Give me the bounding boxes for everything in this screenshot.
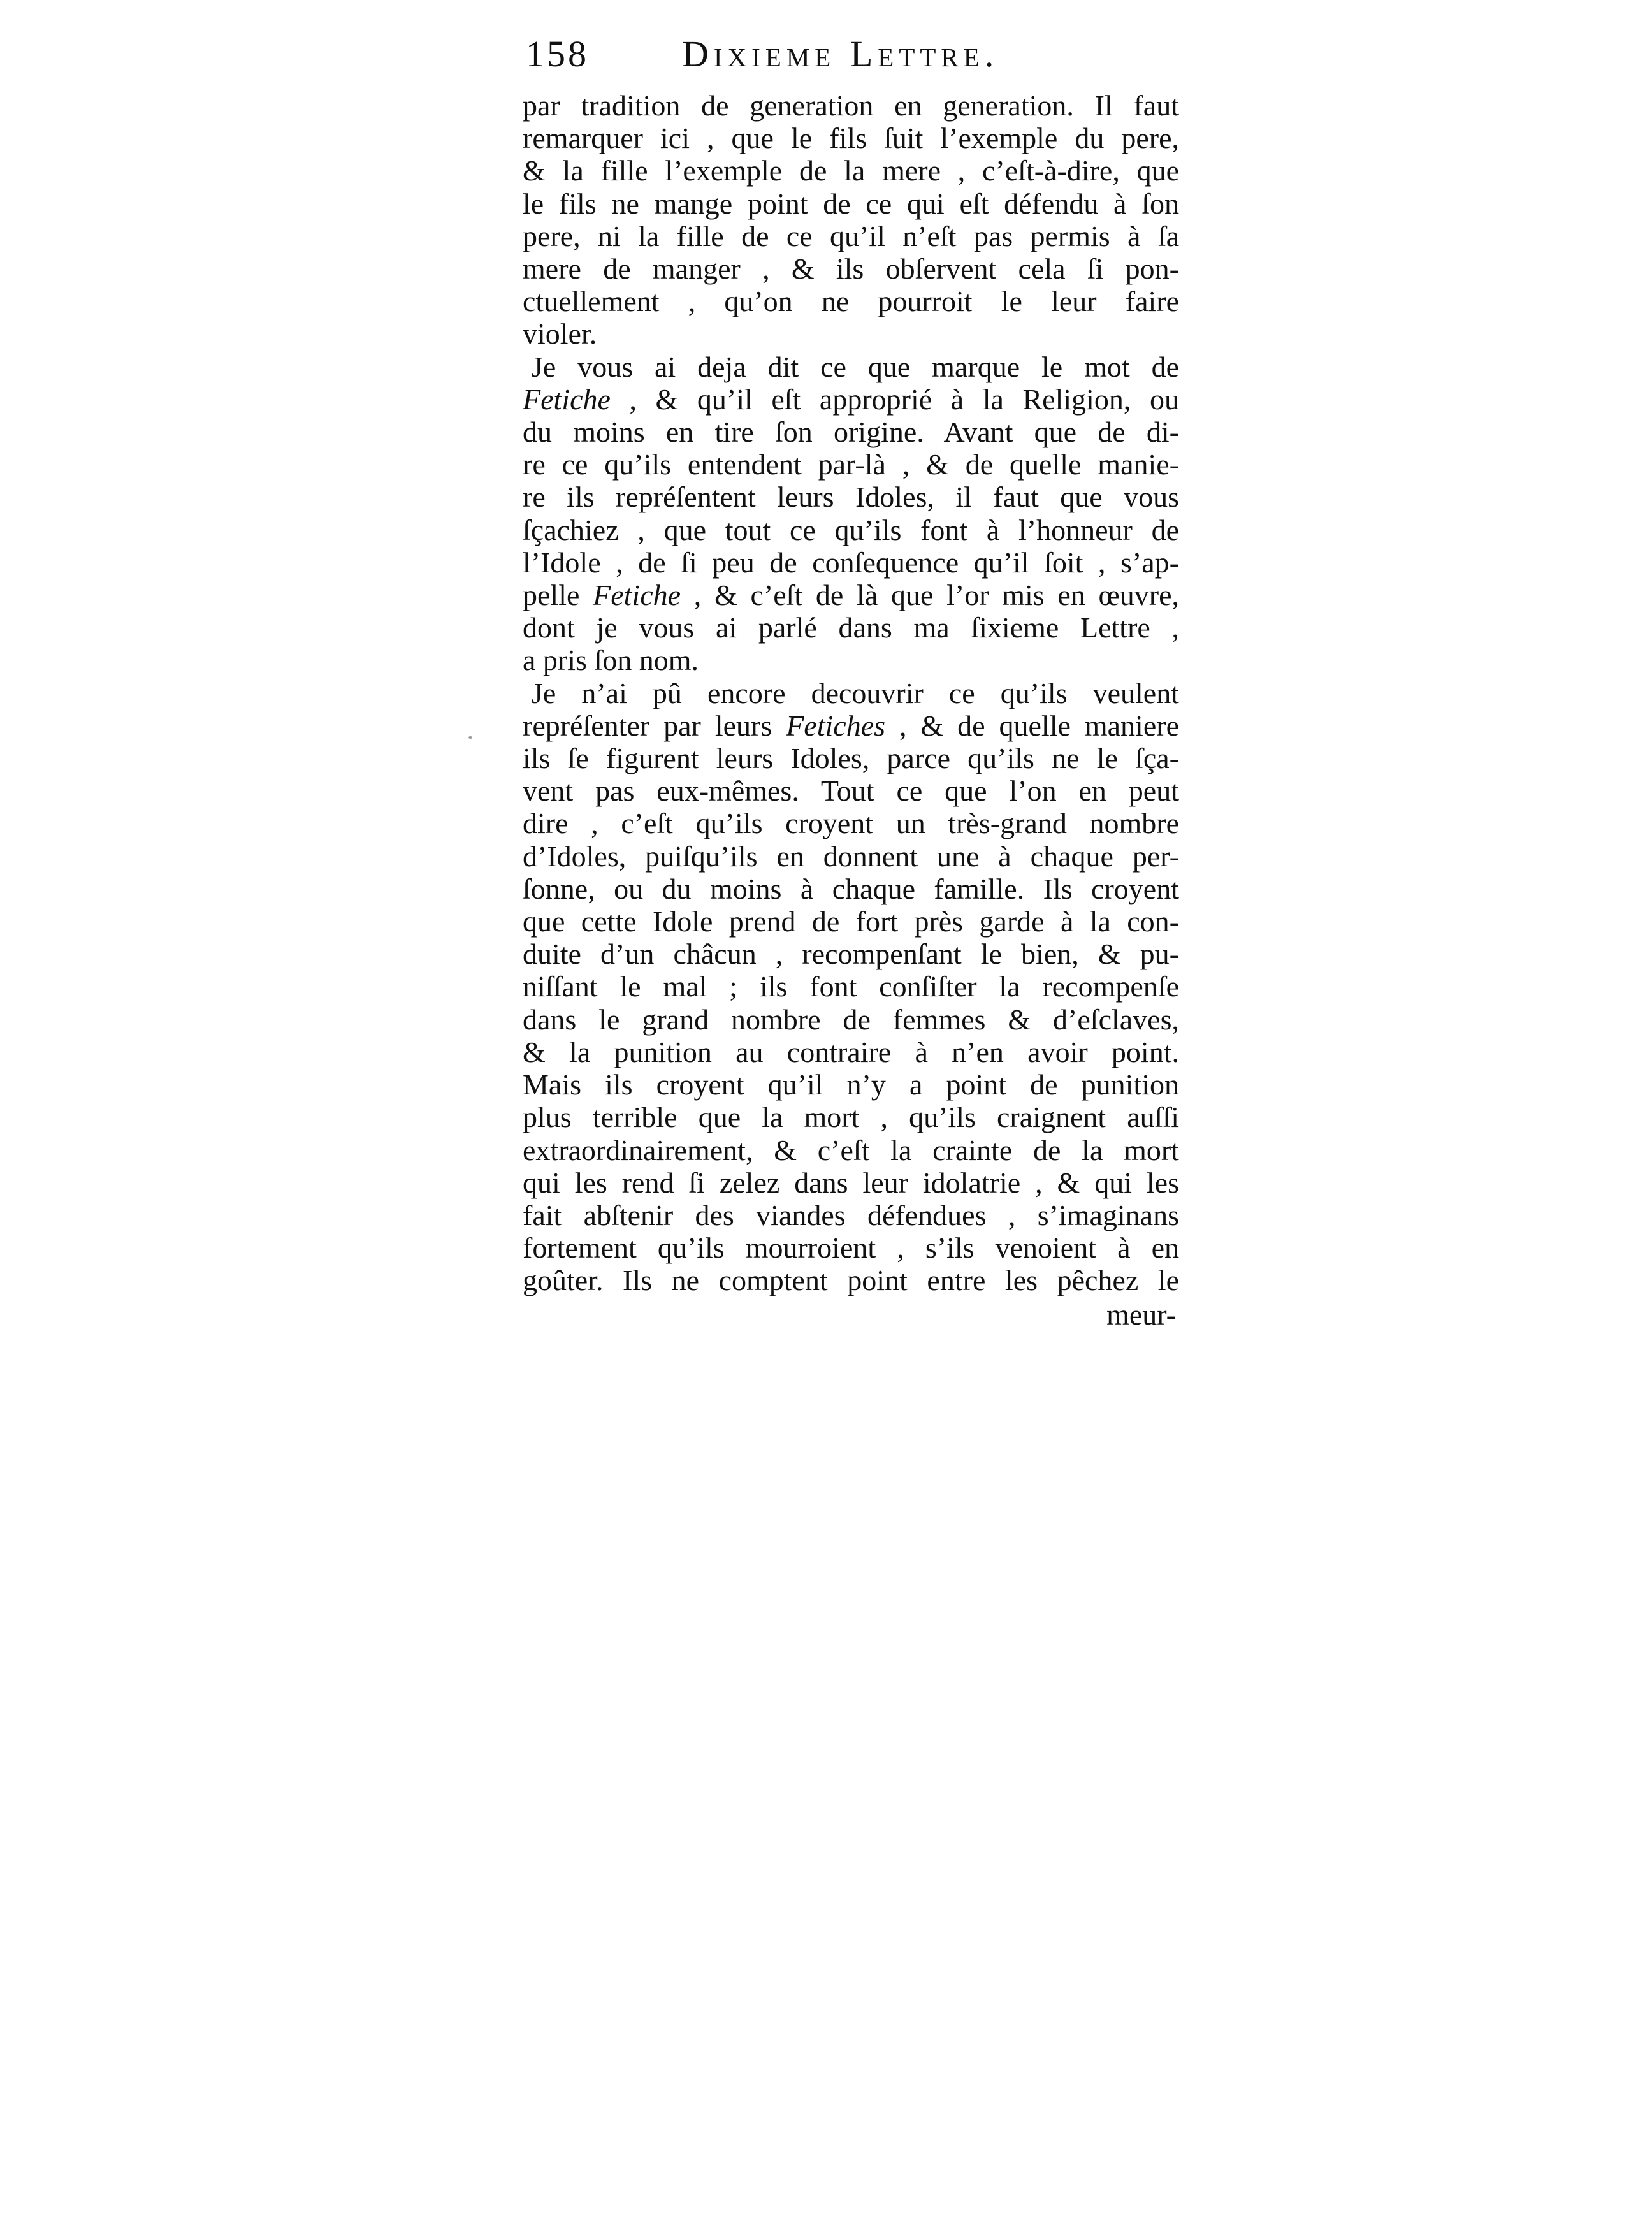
stray-ink-mark <box>468 736 472 739</box>
running-title: Dixieme Lettre. <box>682 33 999 75</box>
text-line: & la punition au contraire à n’en avoir point. <box>523 1035 1179 1068</box>
text-line: goûter. Ils ne comptent point entre les pêchez le <box>523 1264 1179 1297</box>
text-line: pere, ni la fille de ce qu’il n’eſt pas permis à ſa <box>523 219 1179 252</box>
text-line: du moins en tire ſon origine. Avant que de di- <box>523 416 1179 449</box>
text-line: Fetiche , & qu’il eſt approprié à la Religion, ou <box>523 382 1179 416</box>
body-text <box>523 89 1179 1332</box>
text-line: qui les rend ſi zelez dans leur idolatrie , & qui les <box>523 1166 1179 1199</box>
text-line: dire , c’eſt qu’ils croyent un très-grand nombre <box>523 807 1179 840</box>
text-line: ctuellement , qu’on ne pourroit le leur faire <box>523 285 1179 318</box>
text-line: le fils ne mange point de ce qui eſt défendu à ſon <box>523 187 1179 220</box>
text-line: pelle Fetiche , & c’eſt de là que l’or mis en œuvre, <box>523 579 1179 612</box>
text-line: duite d’un châcun , recompenſant le bien, & pu- <box>523 938 1179 971</box>
text-line: plus terrible que la mort , qu’ils craignent auſſi <box>523 1101 1179 1134</box>
text-line: & la fille l’exemple de la mere , c’eſt-à-dire, que <box>523 154 1179 187</box>
text-line: ils ſe figurent leurs Idoles, parce qu’ils ne le ſça- <box>523 742 1179 775</box>
text-line: extraordinairement, & c’eſt la crainte de la mort <box>523 1133 1179 1166</box>
page-number: 158 <box>526 33 589 75</box>
text-line: dans le grand nombre de femmes & d’eſclaves, <box>523 1003 1179 1036</box>
text-line: dont je vous ai parlé dans ma ſixieme Lettre , <box>523 611 1179 644</box>
text-line: fortement qu’ils mourroient , s’ils venoient à en <box>523 1231 1179 1265</box>
text-line: par tradition de generation en generation. Il faut <box>523 89 1179 122</box>
text-line: Mais ils croyent qu’il n’y a point de punition <box>523 1068 1179 1101</box>
text-line: violer. <box>523 317 597 351</box>
text-line: l’Idole , de ſi peu de conſequence qu’il ſoit , s’ap- <box>523 546 1179 579</box>
book-page <box>523 25 1179 1332</box>
text-line: niſſant le mal ; ils font conſiſter la recompenſe <box>523 970 1179 1003</box>
catchword: meur- <box>1106 1298 1176 1331</box>
running-head <box>523 25 1179 83</box>
text-line: vent pas eux-mêmes. Tout ce que l’on en peut <box>523 774 1179 808</box>
text-line: repréſenter par leurs Fetiches , & de quelle maniere <box>523 709 1179 742</box>
text-line: remarquer ici , que le fils ſuit l’exemple du pere, <box>523 122 1179 155</box>
text-line: ſçachiez , que tout ce qu’ils font à l’honneur de <box>523 513 1179 546</box>
text-line: Je vous ai deja dit ce que marque le mot de <box>532 350 1179 383</box>
text-line: re ce qu’ils entendent par-là , & de quelle manie- <box>523 448 1179 481</box>
text-line: ſonne, ou du moins à chaque famille. Ils croyent <box>523 872 1179 905</box>
text-line: re ils repréſentent leurs Idoles, il faut que vous <box>523 481 1179 514</box>
text-line: fait abſtenir des viandes défendues , s’imaginans <box>523 1198 1179 1231</box>
text-line: que cette Idole prend de fort près garde à la con- <box>523 905 1179 938</box>
text-line: mere de manger , & ils obſervent cela ſi pon- <box>523 252 1179 286</box>
text-line: Je n’ai pû encore decouvrir ce qu’ils veulent <box>532 676 1179 709</box>
text-line: d’Idoles, puiſqu’ils en donnent une à chaque per- <box>523 839 1179 873</box>
text-line: a pris ſon nom. <box>523 644 699 677</box>
